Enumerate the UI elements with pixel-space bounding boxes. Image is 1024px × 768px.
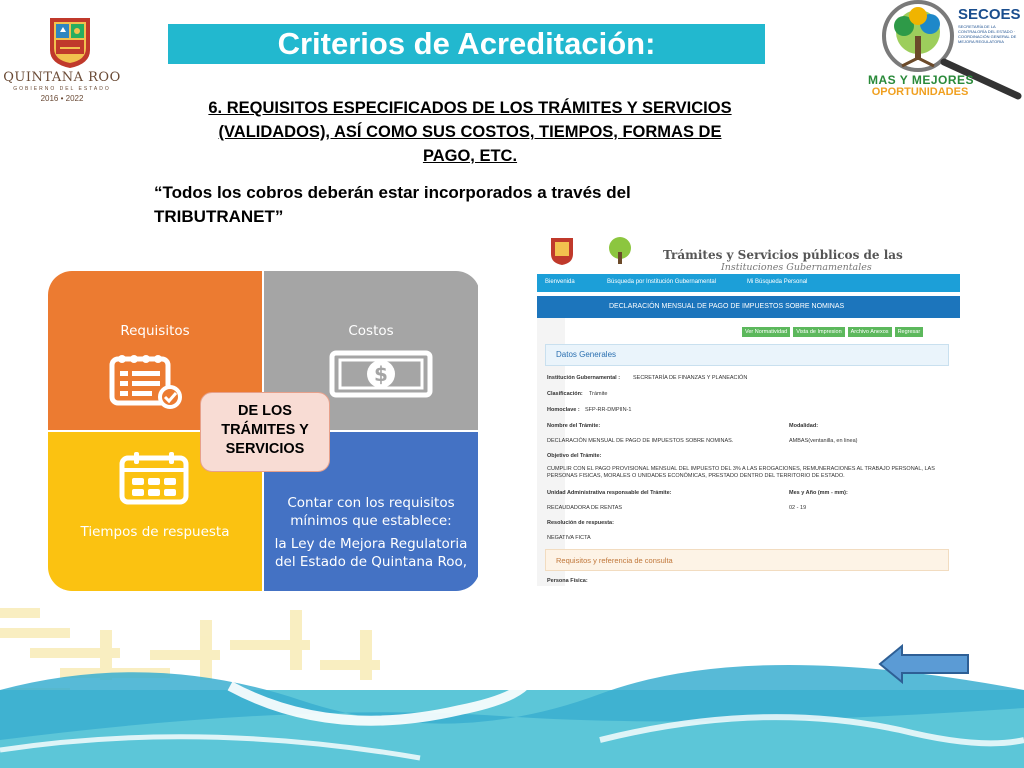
shot-homoclave-label: Homoclave :	[547, 407, 580, 413]
shot-section-requisitos	[545, 549, 949, 571]
tiempos-label: Tiempos de respuesta	[80, 524, 230, 540]
center-line1: DE LOS	[238, 403, 292, 419]
slogan-line1: MAS Y MEJORES	[867, 73, 975, 87]
shot-nav-mi-busqueda[interactable]: Mi Búsqueda Personal	[747, 279, 808, 285]
shot-resolucion-value: NEGATIVA FICTA	[547, 535, 591, 541]
shot-crest-icon	[549, 236, 575, 266]
state-government-label: GOBIERNO DEL ESTADO	[13, 86, 111, 92]
contar-line1: Contar con los requisitos	[287, 495, 455, 511]
shot-modalidad-label: Modalidad:	[789, 423, 819, 429]
shot-clasificacion-label: Clasificación:	[547, 391, 583, 397]
shot-unidad-value: RECAUDADORA DE RENTAS	[547, 505, 623, 511]
shot-clasificacion-value: Trámite	[589, 391, 608, 397]
shot-objetivo-label: Objetivo del Trámite:	[547, 453, 602, 459]
ley-line1: la Ley de Mejora Regulatoria	[274, 536, 468, 552]
shot-buttons	[742, 327, 923, 337]
costos-label: Costos	[348, 323, 394, 339]
requisitos-label: Requisitos	[120, 323, 190, 339]
tributranet-screenshot	[537, 232, 960, 586]
ley-line2: del Estado de Quintana Roo,	[274, 554, 468, 570]
quintana-roo-logo	[3, 6, 121, 106]
shot-header-subtitle: Instituciones Gubernamentales	[721, 262, 872, 273]
secoes-name: SECOES	[958, 6, 1021, 23]
shot-tree-icon	[603, 234, 637, 268]
slogan-line2: OPORTUNIDADES	[871, 86, 969, 98]
shot-nombre-label: Nombre del Trámite:	[547, 423, 601, 429]
svg-text:$: $	[374, 362, 388, 386]
shot-unidad-label: Unidad Administrativa responsable del Trámite:	[547, 490, 672, 496]
center-line3: SERVICIOS	[225, 441, 305, 457]
shot-btn-regresar[interactable]: Regresar	[895, 327, 924, 337]
shot-section-datos-label: Datos Generales	[556, 350, 617, 359]
shot-header-title: Trámites y Servicios públicos de las	[663, 248, 903, 262]
calendar-icon	[118, 450, 190, 506]
shot-nav-busqueda[interactable]: Búsqueda por Institución Gubernamental	[607, 279, 717, 285]
center-label	[200, 402, 330, 459]
shot-section-requisitos-label: Requisitos y referencia de consulta	[556, 556, 673, 565]
shot-persona-label: Persona Física:	[547, 578, 588, 584]
state-name: QUINTANA ROO	[3, 70, 121, 85]
secoes-subtitle: SECRETARÍA DE LA CONTRALORÍA DEL ESTADO · COORDINACIÓN GENERAL DE MEJORA REGULATORIA	[958, 24, 1017, 44]
shot-mes-value: 02 - 19	[789, 505, 807, 511]
contar-text	[264, 494, 478, 571]
shot-institucion-value: SECRETARÍA DE FINANZAS Y PLANEACIÓN	[633, 375, 748, 381]
shot-nombre-value: DECLARACIÓN MENSUAL DE PAGO DE IMPUESTOS SOBRE NOMINAS.	[547, 438, 734, 444]
shot-nav-bienvenida[interactable]: Bienvenida	[545, 279, 575, 285]
back-arrow-icon[interactable]	[878, 644, 972, 684]
dollar-bill-icon	[328, 347, 434, 401]
center-line2: TRÁMITES Y	[221, 422, 309, 438]
requirements-heading	[150, 96, 790, 168]
heading-line3: PAGO, ETC.	[422, 147, 518, 165]
shot-homoclave-value: SFP-RR-DMPIIN-1	[585, 407, 632, 413]
shot-modalidad-value: AMBAS(ventanilla, en linea)	[789, 438, 858, 444]
shot-banner	[537, 296, 960, 318]
checklist-icon	[108, 351, 188, 409]
shot-objetivo-value: CUMPLIR CON EL PAGO PROVISIONAL MENSUAL DEL IMPUESTO DEL 3% A LAS EROGACIONES, REMUNERACIONES AL TRABAJO PERSONAL, LAS PERSONAS FISICAS, MORALES O UNIDADES ECONÓMICAS, PRESTADO DENTRO DEL TERRITORIO DE ESTADO.	[547, 466, 935, 479]
shot-section-datos	[545, 344, 949, 366]
shot-btn-impresion[interactable]: Vista de Impresion	[793, 327, 844, 337]
shot-navbar	[537, 274, 960, 292]
contar-line2: mínimos que establece:	[290, 513, 452, 529]
shot-institucion-label: Institución Gubernamental :	[547, 375, 621, 381]
shot-resolucion-label: Resolución de respuesta:	[547, 520, 614, 526]
page-title: Criterios de Acreditación:	[277, 26, 656, 61]
shot-mes-label: Mes y Año (mm - mm):	[789, 490, 848, 496]
heading-line1: 6. REQUISITOS ESPECIFICADOS DE LOS TRÁMITES Y SERVICIOS	[208, 99, 732, 117]
administration-years: 2016 • 2022	[40, 94, 84, 103]
shot-btn-normatividad[interactable]: Ver Normatividad	[742, 327, 790, 337]
decorative-wave-pattern	[0, 590, 1024, 768]
quintana-roo-crest-icon	[46, 14, 94, 70]
shot-banner-text: DECLARACIÓN MENSUAL DE PAGO DE IMPUESTOS SOBRE NOMINAS	[609, 303, 845, 310]
heading-line2: (VALIDADOS), ASÍ COMO SUS COSTOS, TIEMPOS, FORMAS DE	[218, 123, 722, 141]
tributranet-quote: “Todos los cobros deberán estar incorporados a través del TRIBUTRANET”	[154, 183, 631, 226]
shot-btn-anexos[interactable]: Archivo Anexos	[848, 327, 892, 337]
